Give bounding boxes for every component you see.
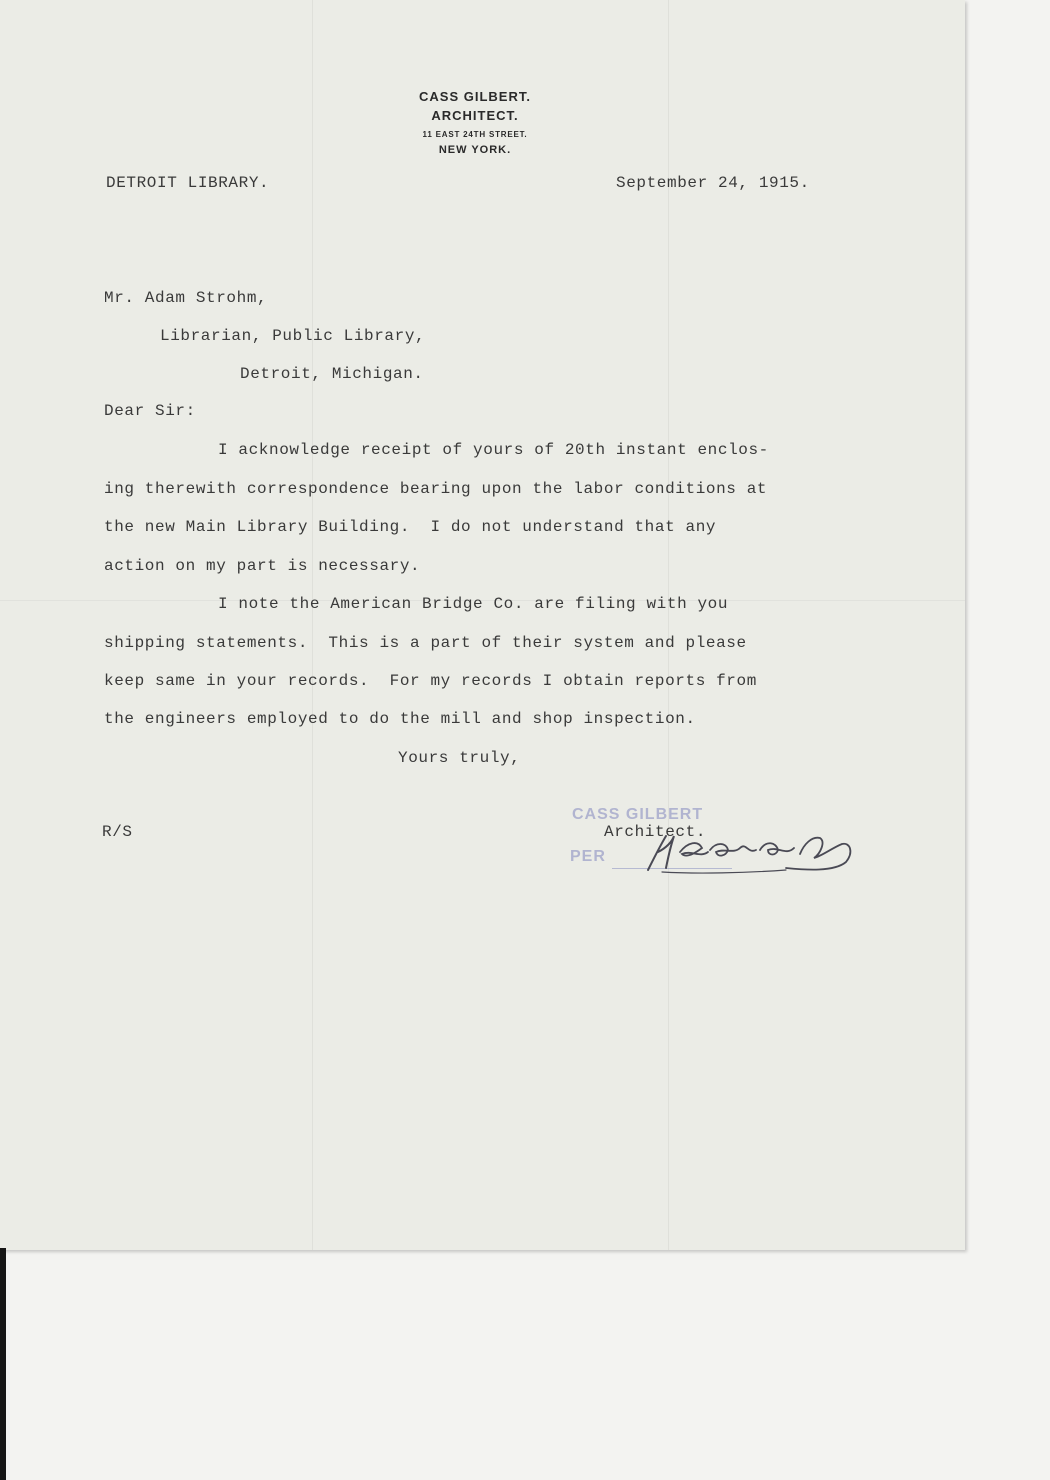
letterhead-name: CASS GILBERT. <box>419 89 531 104</box>
recipient-location: Detroit, Michigan. <box>240 365 424 383</box>
body-line: keep same in your records. For my records I obtain reports from <box>104 672 757 690</box>
recipient-name: Mr. Adam Strohm, <box>104 289 268 307</box>
letterhead-title: ARCHITECT. <box>431 108 519 123</box>
salutation: Dear Sir: <box>104 402 196 420</box>
handwritten-signature <box>636 828 861 878</box>
signatory-title: Architect. <box>604 823 707 841</box>
body-line: ing therewith correspondence bearing upon the labor conditions at <box>104 480 768 498</box>
body-line: I acknowledge receipt of yours of 20th instant enclos- <box>218 441 769 459</box>
letter-date: September 24, 1915. <box>616 174 810 192</box>
body-line: action on my part is necessary. <box>104 557 421 575</box>
stamp-name: CASS GILBERT <box>572 806 704 823</box>
letterhead-city: NEW YORK. <box>438 144 512 156</box>
typist-initials: R/S <box>102 823 133 841</box>
letterhead-address: 11 EAST 24TH STREET. <box>422 130 528 139</box>
reference-line: DETROIT LIBRARY. <box>106 174 270 192</box>
body-line: I note the American Bridge Co. are filing with you <box>218 595 729 613</box>
body-line: the engineers employed to do the mill and shop inspection. <box>104 710 696 728</box>
body-line: shipping statements. This is a part of their system and please <box>104 634 747 652</box>
body-line: the new Main Library Building. I do not understand that any <box>104 518 717 536</box>
backdrop-edge <box>0 1248 6 1480</box>
stamp-per: PER <box>570 848 606 865</box>
letterhead <box>360 86 590 159</box>
recipient-position: Librarian, Public Library, <box>160 327 426 345</box>
fold-line-vertical <box>312 0 313 1250</box>
closing: Yours truly, <box>398 749 521 767</box>
